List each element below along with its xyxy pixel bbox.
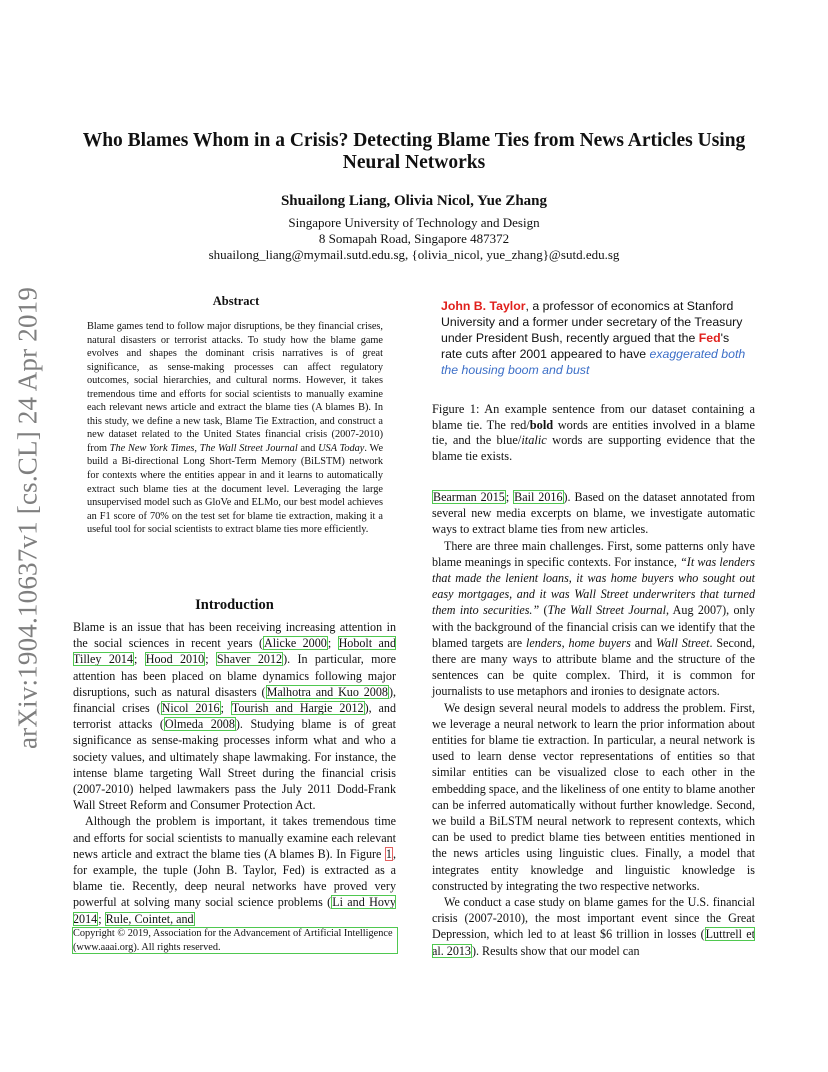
citation-link[interactable]: Hood 2010 (145, 652, 205, 667)
citation-link[interactable]: Li and Hovy 2014 (73, 895, 396, 926)
arxiv-identifier: arXiv:1904.10637v1 [cs.CL] 24 Apr 2019 (12, 286, 43, 750)
address: 8 Somapah Road, Singapore 487372 (318, 231, 510, 246)
citation-link[interactable]: Bearman 2015 (433, 490, 505, 504)
figure-1-example: John B. Taylor, a professor of economics at Stanford University and a former under secretary of the Treasury under President Bush, recently argued that the Fed's rate cuts after 2001 appeared to have exaggerated both the housing boom and bust (441, 299, 746, 377)
author-list: Shuailong Liang, Olivia Nicol, Yue Zhang (280, 193, 548, 209)
citation-link[interactable]: Luttrell et al. 2013 (432, 927, 755, 958)
citation-link[interactable]: Bail 2016 (514, 490, 563, 504)
emails: shuailong_liang@mymail.sutd.edu.sg, {olivia_nicol, yue_zhang}@sutd.edu.sg (208, 247, 620, 262)
affiliation-block (70, 210, 758, 263)
copyright-notice[interactable]: Copyright © 2019, Association for the Advancement of Artificial Intelligence (www.aaai.org). All rights reserved. (72, 927, 398, 954)
blame-entity: John B. Taylor (441, 299, 526, 313)
supporting-evidence: exaggerated both the housing boom and bust (441, 347, 746, 377)
abstract-body: Blame games tend to follow major disruptions, be they financial crises, natural disasters or terrorist attacks. To study how the blame game evolves and shapes the dominant crisis narratives is of great significance, as sense-making processes can affect regulatory outcomes, social hierarchies, and cultural norms. However, it takes tremendous time and efforts for social scientists to manually examine each relevant news article and extract the blame ties (A blames B). In this study, we define a new task, Blame Tie Extraction, and construct a new dataset related to the United States financial crisis (2007-2010) from The New York Times, The Wall Street Journal and USA Today. We build a Bi-directional Long Short-Term Memory (BiLSTM) network for contexts where the entities appear in and it learns to automatically extract such blame ties at the document level. Leveraging the large unsupervised model such as GloVe and ELMo, our best model achieves an F1 score of 70% on the test set for blame tie extraction, making it a useful tool for social scientists to extract blame ties more efficiently. (87, 321, 384, 536)
citation-link[interactable]: Olmeda 2008 (164, 717, 235, 732)
intro-paragraph-1: Blame is an issue that has been receiving increasing attention in the social sciences in recent years (Alicke 2000; Hobolt and Tilley 2014; Hood 2010; Shaver 2012). In particular, more attention has been placed on blame dynamics following major disruptions, such as natural disasters (Malhotra and Kuo 2008), financial crises (Nicol 2016; Tourish and Hargie 2012), and terrorist attacks (Olmeda 2008). Studying blame is of great significance as sense-making processes inform what and who a society values, and ultimately shape lawmaking. For instance, the intense blame targeting Wall Street during the financial crisis (2007-2010) helped lawmakers pass the July 2011 Dodd-Frank Wall Street Reform and Consumer Protection Act. (73, 620, 397, 813)
citation-link[interactable]: Hobolt and Tilley 2014 (73, 636, 396, 667)
right-paragraph-1: Bearman 2015; Bail 2016). Based on the dataset annotated from several new media excerpts on blame, we investigate automatic ways to extract blame ties from new articles. (432, 490, 755, 537)
affiliation: Singapore University of Technology and Design (288, 215, 540, 230)
paper-title: Who Blames Whom in a Crisis? Detecting Blame Ties from News Articles Using Neural Networks (82, 130, 746, 173)
introduction-heading: Introduction (195, 597, 274, 613)
intro-paragraph-2: Although the problem is important, it takes tremendous time and efforts for social scientists to manually examine each relevant news article and extract the blame ties (A blames B). In Figure 1, for example, the tuple (John B. Taylor, Fed) is extracted as a blame tie. Recently, deep neural networks have proved very powerful at solving many social science problems (Li and Hovy 2014; Rule, Cointet, and (73, 814, 396, 926)
right-paragraph-2: There are three main challenges. First, some patterns only have blame meanings in specific contexts. For instance, “It was lenders that made the lenient loans, it was home buyers who sought out easy mortgages, and it was Wall Street underwriters that turned them into securities.” (The Wall Street Journal, Aug 2007), only with the background of the financial crisis can we identify that the blamed targets are lenders, home buyers and Wall Street. Second, there are many ways to attribute blame and the structure of the sentences can be quite complex. Third, it is common for journalists to use metaphors and ironies to designate actors. (432, 538, 755, 699)
right-paragraph-3: We design several neural models to address the problem. First, we leverage a neural network to learn the prior information about entities for blame tie extraction. In particular, a neural network is used to learn dense vector representations of entities so that similar entities can be visualized close to each other in the embedding space, and the likeliness of one entity to blame another can be inferred automatically without further knowledge. Second, we build a BiLSTM neural network to represent contexts, which can be used to predict blame ties between entities mentioned in the news articles using linguistic clues. Finally, a model that integrates entity knowledge and linguistic knowledge is constructed by integrating the two respective networks. (432, 700, 755, 893)
blame-entity: Fed (698, 331, 721, 345)
citation-link[interactable]: Rule, Cointet, and (105, 911, 194, 926)
right-column-body (432, 489, 755, 959)
citation-link[interactable]: Alicke 2000 (264, 636, 327, 651)
citation-link[interactable]: Nicol 2016 (161, 701, 220, 716)
citation-link[interactable]: Malhotra and Kuo 2008 (266, 684, 388, 699)
introduction-body (73, 619, 396, 927)
figure-link[interactable]: 1 (385, 846, 392, 861)
citation-link[interactable]: Shaver 2012 (216, 652, 283, 667)
right-paragraph-4: We conduct a case study on blame games for the U.S. financial crisis (2007-2010), the most important event since the Great Depression, which led to at least $6 trillion in losses (Luttrell et al. 2013). Results show that our model can (432, 895, 755, 958)
citation-link[interactable]: Tourish and Hargie 2012 (231, 701, 364, 716)
abstract-heading: Abstract (212, 294, 260, 308)
figure-1-caption: Figure 1: An example sentence from our dataset containing a blame tie. The red/bold words are entities involved in a blame tie, and the blue/italic words are supporting evidence that the blame tie exists. (432, 402, 756, 463)
